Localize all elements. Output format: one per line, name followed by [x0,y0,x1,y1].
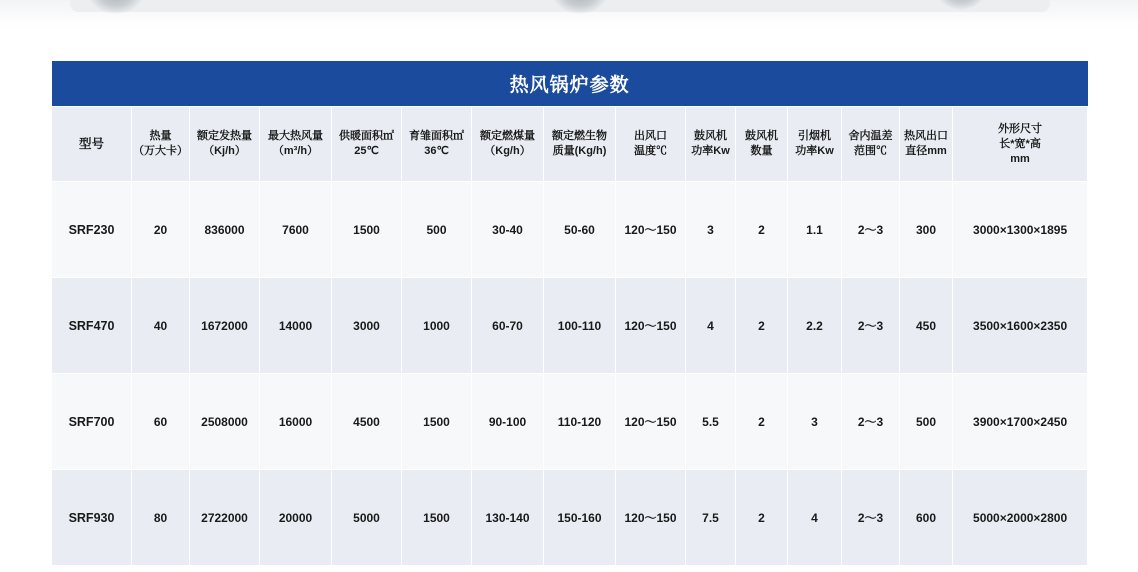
column-header-outlet-temperature: 出风口 温度℃ [616,107,686,182]
table-cell: 836000 [190,182,260,278]
table-cell: 3500×1600×2350 [953,278,1088,374]
table-cell: 7600 [260,182,332,278]
table-cell: 2 [736,278,788,374]
table-cell: 20 [132,182,190,278]
column-header-model: 型号 [52,107,132,182]
column-header-heating-area: 供暖面积㎡ 25℃ [332,107,402,182]
cell-model: SRF700 [52,374,132,470]
column-header-rated-biomass-consumption: 额定燃生物 质量(Kg/h) [544,107,616,182]
table-cell: 5000 [332,470,402,566]
table-cell: 2 [736,182,788,278]
hot-air-boiler-parameter-table [51,61,1088,566]
table-cell: 100-110 [544,278,616,374]
table-cell: 14000 [260,278,332,374]
table-cell: 1000 [402,278,472,374]
column-header-heat: 热量 （万大卡） [132,107,190,182]
table-cell: 4 [788,470,842,566]
table-cell: 300 [900,182,953,278]
table-cell: 1500 [332,182,402,278]
table-cell: 2722000 [190,470,260,566]
table-header-row [52,107,1088,182]
table-cell: 40 [132,278,190,374]
table-cell: 1672000 [190,278,260,374]
column-header-max-air-volume: 最大热风量 （m³/h） [260,107,332,182]
table-cell: 2～3 [842,470,900,566]
table-title-row [52,61,1088,107]
column-header-dimensions: 外形尺寸 长*宽*高 mm [953,107,1088,182]
column-header-blower-power: 鼓风机 功率Kw [686,107,736,182]
table-cell: 90-100 [472,374,544,470]
table-cell: 130-140 [472,470,544,566]
cell-model: SRF930 [52,470,132,566]
table-cell: 3000 [332,278,402,374]
table-cell: 7.5 [686,470,736,566]
table-row [52,182,1088,278]
table-cell: 500 [900,374,953,470]
cell-model: SRF230 [52,182,132,278]
table-cell: 120～150 [616,278,686,374]
table-cell: 5.5 [686,374,736,470]
table-cell: 4 [686,278,736,374]
table-row [52,278,1088,374]
top-decorative-band [0,0,1138,30]
table-title: 热风锅炉参数 [52,61,1088,107]
column-header-blower-quantity: 鼓风机 数量 [736,107,788,182]
table-cell: 3 [788,374,842,470]
table-row [52,470,1088,566]
table-cell: 1.1 [788,182,842,278]
table-cell: 20000 [260,470,332,566]
table-cell: 50-60 [544,182,616,278]
table-cell: 2.2 [788,278,842,374]
cell-model: SRF470 [52,278,132,374]
table-cell: 120～150 [616,374,686,470]
parameter-sheet [0,30,1138,572]
column-header-brooding-area: 育雏面积㎡ 36℃ [402,107,472,182]
column-header-rated-heat-output: 额定发热量 （Kj/h） [190,107,260,182]
table-cell: 500 [402,182,472,278]
table-cell: 2～3 [842,278,900,374]
table-cell: 60-70 [472,278,544,374]
table-cell: 60 [132,374,190,470]
table-cell: 600 [900,470,953,566]
table-cell: 1500 [402,470,472,566]
table-cell: 120～150 [616,182,686,278]
table-cell: 110-120 [544,374,616,470]
table-cell: 80 [132,470,190,566]
table-cell: 2508000 [190,374,260,470]
table-cell: 150-160 [544,470,616,566]
table-cell: 5000×2000×2800 [953,470,1088,566]
table-cell: 4500 [332,374,402,470]
column-header-smoke-exhaust-power: 引烟机 功率Kw [788,107,842,182]
table-body [52,182,1088,566]
table-cell: 2 [736,374,788,470]
table-cell: 3 [686,182,736,278]
column-header-hot-air-outlet-diameter: 热风出口 直径mm [900,107,953,182]
table-row [52,374,1088,470]
table-cell: 2 [736,470,788,566]
table-cell: 2～3 [842,374,900,470]
table-cell: 450 [900,278,953,374]
table-cell: 16000 [260,374,332,470]
table-cell: 120～150 [616,470,686,566]
column-header-rated-coal-consumption: 额定燃煤量 （Kg/h） [472,107,544,182]
table-cell: 3900×1700×2450 [953,374,1088,470]
table-cell: 30-40 [472,182,544,278]
table-cell: 1500 [402,374,472,470]
column-header-indoor-temp-difference: 舍内温差 范围℃ [842,107,900,182]
table-cell: 2～3 [842,182,900,278]
table-cell: 3000×1300×1895 [953,182,1088,278]
